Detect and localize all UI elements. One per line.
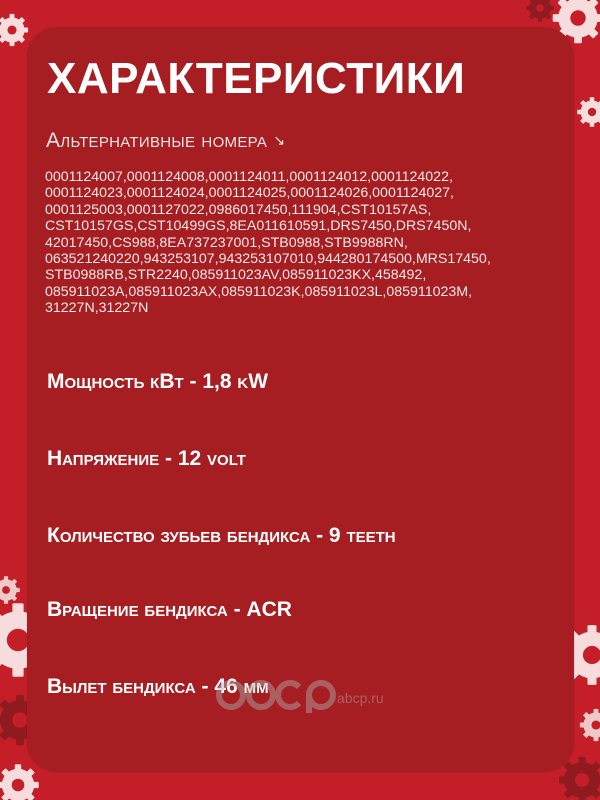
alt-numbers-heading (46, 129, 285, 153)
spec-overhang: Вылет бендикса - 46 мм (47, 675, 269, 698)
spec-teeth: Количество зубьев бендикса - 9 teeth (47, 524, 396, 547)
alt-numbers-line: 085911023A,085911023AX,085911023K,085911023L,085911023M, (45, 283, 473, 300)
alt-numbers-line: 0001124007,0001124008,0001124011,0001124012,0001124022, (45, 169, 453, 185)
alt-numbers-line: CST10157GS,CST10499GS,8EA011610591,DRS7450,DRS7450N, (45, 218, 472, 235)
gear-icon (580, 709, 600, 741)
alt-numbers-line: 31227N,31227N (45, 300, 149, 317)
alt-numbers-line: 0001124023,0001124024,0001124025,0001124026,0001124027, (45, 185, 454, 202)
spec-rotation: Вращение бендикса - ACR (47, 598, 292, 621)
page-title: ХАРАКТЕРИСТИКИ (47, 54, 466, 103)
arrow-down-right-icon: ↘ (273, 132, 286, 148)
alt-numbers-line: 063521240220,943253107,943253107010,944280174500,MRS17450, (45, 251, 491, 268)
gear-icon (0, 576, 20, 604)
watermark-logo (213, 673, 384, 713)
alt-numbers-list (45, 169, 565, 317)
specs-card (27, 27, 574, 772)
alt-numbers-line: 0001125003,0001127022,0986017450,111904,CST10157AS, (45, 201, 432, 218)
gear-icon (559, 757, 600, 800)
gear-icon (0, 764, 39, 800)
gear-icon (577, 97, 600, 126)
alt-numbers-line: STB0988RB,STR2240,085911023AV,085911023KX,458492, (45, 267, 427, 284)
watermark-text: abcp.ru (337, 690, 384, 706)
alt-numbers-line: 42017450,CS988,8EA737237001,STB0988,STB9988RN, (45, 234, 408, 251)
alt-numbers-heading-label: Альтернативные номера (46, 129, 268, 152)
spec-voltage: Напряжение - 12 volt (47, 447, 246, 470)
spec-power: Мощность кВт - 1,8 kW (47, 370, 269, 393)
gear-icon (0, 14, 28, 46)
gear-icon (526, 0, 554, 22)
